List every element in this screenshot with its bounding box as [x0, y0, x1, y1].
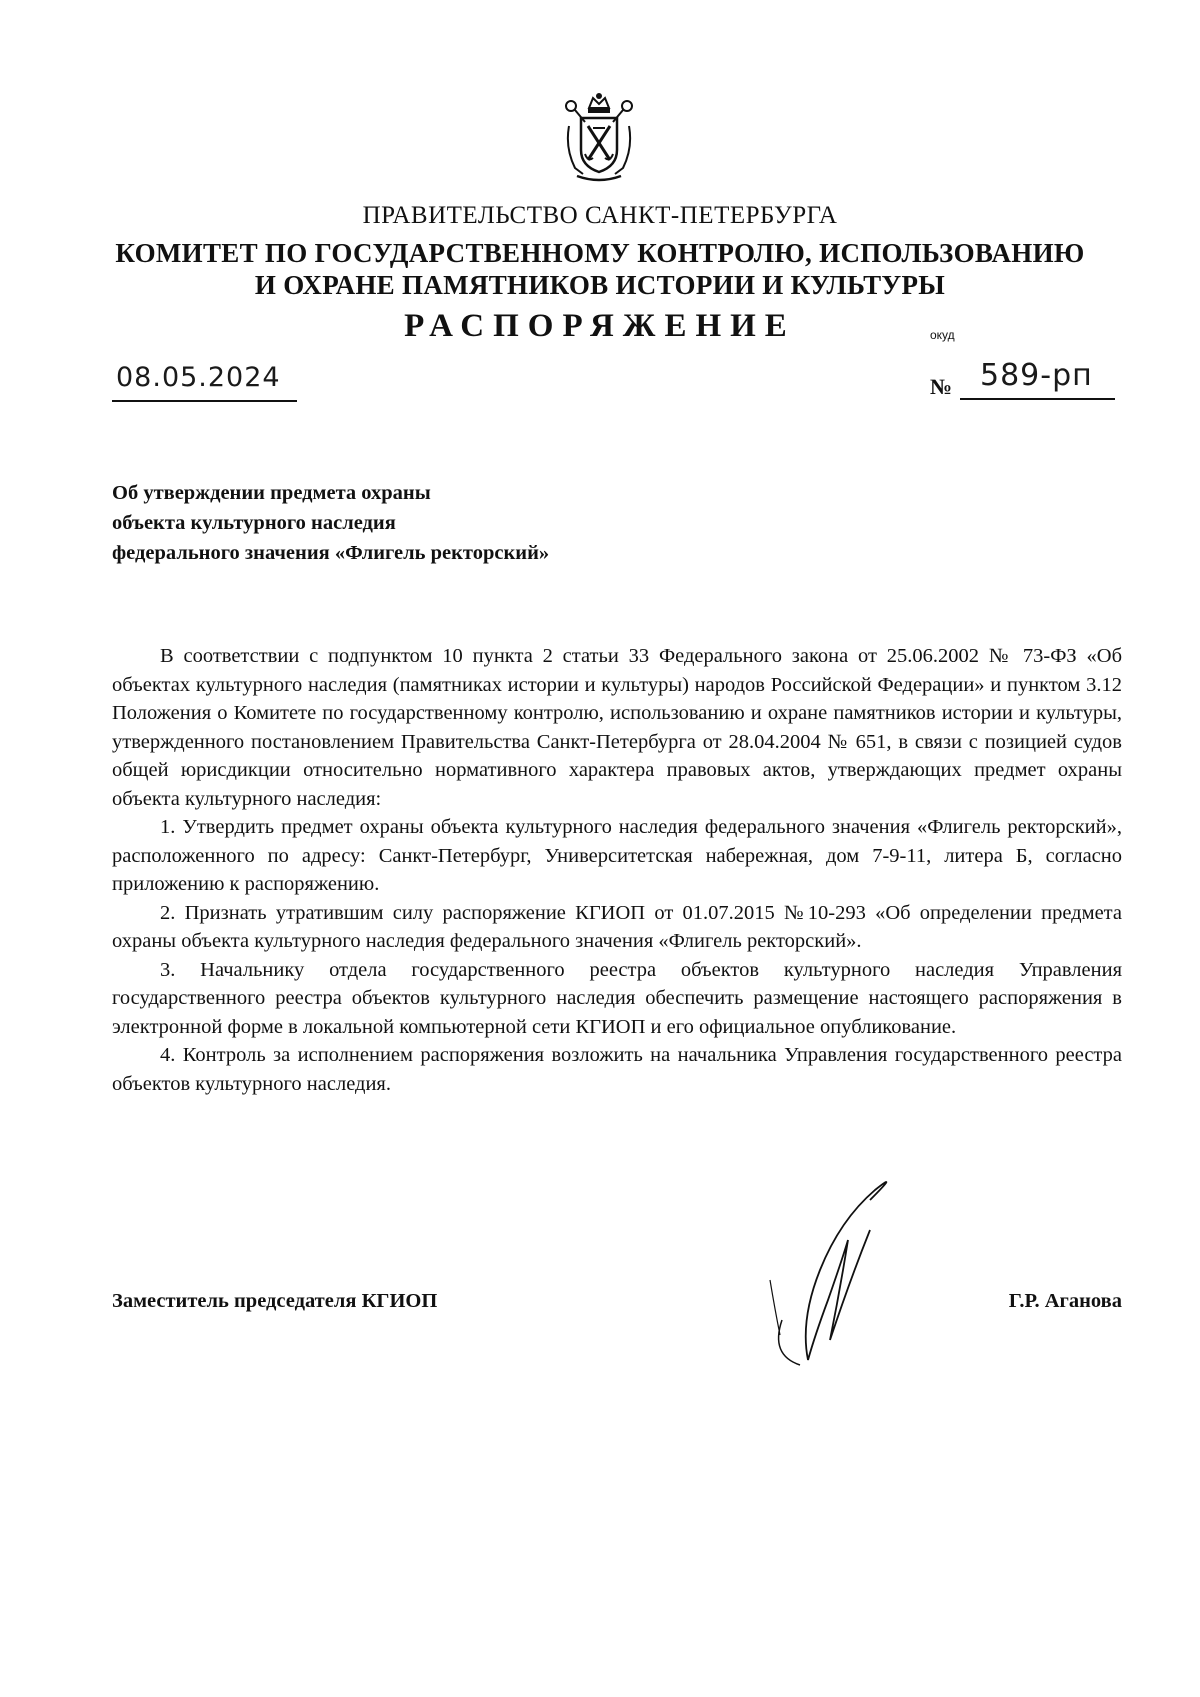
document-date: 08.05.2024 [116, 362, 281, 393]
document-subject [112, 478, 549, 568]
committee-name-line1: КОМИТЕТ ПО ГОСУДАРСТВЕННОМУ КОНТРОЛЮ, ИСПОЛЬЗОВАНИЮ [115, 238, 1085, 268]
subject-line: объекта культурного наследия [112, 512, 396, 534]
order-item-4: 4. Контроль за исполнением распоряжения возложить на начальника Управления государственного реестра объектов культурного наследия. [112, 1044, 1122, 1095]
order-item-3: 3. Начальнику отдела государственного реестра объектов культурного наследия Управления государственного реестра объектов культурного наследия обеспечить размещение настоящего распоряжения в электронной форме в локальной компьютерной сети КГИОП и его официальное опубликование. [112, 958, 1122, 1038]
okud-label: окуд [930, 328, 955, 342]
handwritten-signature-icon [730, 1160, 950, 1380]
order-item-1: 1. Утвердить предмет охраны объекта культурного наследия федерального значения «Флигель ректорский», расположенного по адресу: Санкт-Петербург, Университетская набережная, дом 7-9-11, литера Б, согласно приложению к распоряжению. [112, 816, 1122, 895]
preamble-paragraph: В соответствии с подпунктом 10 пункта 2 статьи 33 Федерального закона от 25.06.2002 № 73-ФЗ «Об объектах культурного наследия (памятниках истории и культуры) народов Российской Федерации» и пунктом 3.12 Положения о Комитете по государственному контролю, использованию и охране памятников истории и культуры, утвержденного постановлением Правительства Санкт-Петербурга от 28.04.2004 № 651, в связи с позицией судов общей юрисдикции относительно нормативного характера правовых актов, утверждающих предмет охраны объекта культурного наследия: [112, 645, 1122, 810]
signatory-position: Заместитель председателя КГИОП [112, 1290, 438, 1312]
document-type: РАСПОРЯЖЕНИЕ [404, 308, 796, 344]
subject-line: Об утверждении предмета охраны [112, 482, 431, 504]
document-body [112, 642, 1122, 1098]
number-label: № [930, 374, 953, 399]
document-date-field [112, 360, 297, 402]
signatory-name: Г.Р. Аганова [1008, 1290, 1122, 1312]
number-underline [960, 398, 1115, 400]
committee-name-line2: И ОХРАНЕ ПАМЯТНИКОВ ИСТОРИИ И КУЛЬТУРЫ [254, 270, 946, 300]
coat-of-arms-icon [563, 92, 635, 184]
document-number: 589-рп [980, 358, 1093, 393]
order-item-2: 2. Признать утратившим силу распоряжение КГИОП от 01.07.2015 №10-293 «Об определении предмета охраны объекта культурного наследия федерального значения «Флигель ректорский». [112, 901, 1122, 952]
subject-line: федерального значения «Флигель ректорский» [112, 542, 550, 564]
government-name: ПРАВИТЕЛЬСТВО САНКТ-ПЕТЕРБУРГА [362, 202, 838, 229]
